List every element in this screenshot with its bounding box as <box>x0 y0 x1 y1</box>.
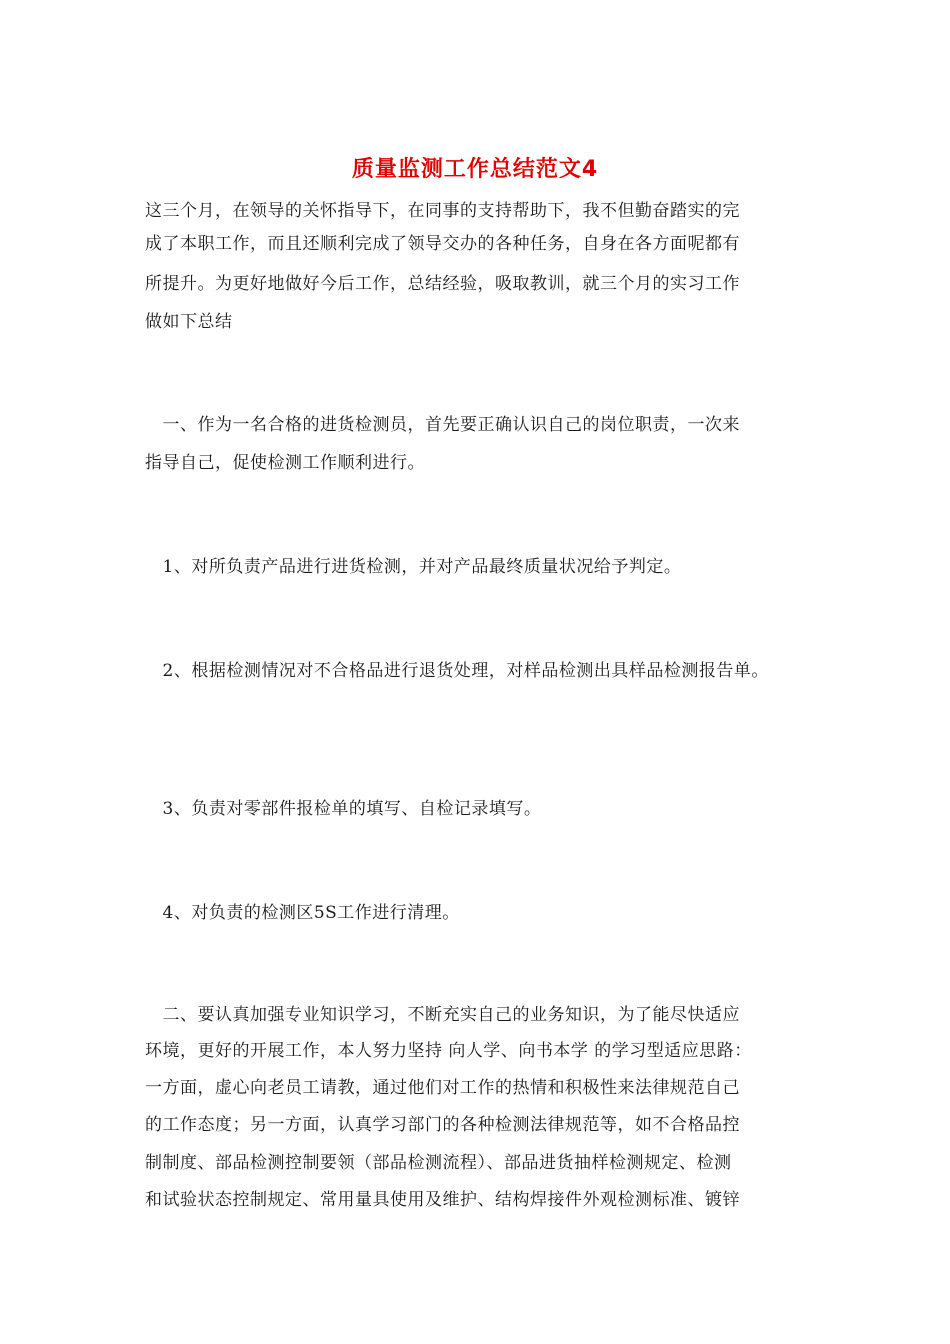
document-title: 质量监测工作总结范文4 <box>351 157 599 182</box>
section-two-line: 和试验状态控制规定、常用量具使用及维护、结构焊接件外观检测标准、镀锌 <box>145 1190 740 1210</box>
paragraph-intro-line: 这三个月，在领导的关怀指导下，在同事的支持帮助下，我不但勤奋踏实的完 <box>145 201 740 221</box>
section-two-line: 制制度、部品检测控制要领（部品检测流程）、部品进货抽样检测规定、检测 <box>145 1153 732 1173</box>
paragraph-intro-line: 做如下总结 <box>145 312 233 332</box>
section-two-line: 二、要认真加强专业知识学习，不断充实自己的业务知识，为了能尽快适应 <box>145 1005 740 1025</box>
paragraph-intro-line: 所提升。为更好地做好今后工作，总结经验，吸取教训，就三个月的实习工作 <box>145 274 740 294</box>
section-one-line: 一、作为一名合格的进货检测员，首先要正确认识自己的岗位职责，一次来 <box>145 415 740 435</box>
paragraph-intro-line: 成了本职工作，而且还顺利完成了领导交办的各种任务，自身在各方面呢都有 <box>145 234 740 254</box>
item-2: 2、根据检测情况对不合格品进行退货处理，对样品检测出具样品检测报告单。 <box>145 661 769 681</box>
section-one-line: 指导自己，促使检测工作顺利进行。 <box>145 453 425 473</box>
section-two-line: 的工作态度；另一方面，认真学习部门的各种检测法律规范等，如不合格品控 <box>145 1115 740 1135</box>
item-1: 1、对所负责产品进行进货检测，并对产品最终质量状况给予判定。 <box>145 557 682 577</box>
item-3: 3、负责对零部件报检单的填写、自检记录填写。 <box>145 799 542 819</box>
section-two-line: 环境，更好的开展工作，本人努力坚持 向人学、向书本学 的学习型适应思路： <box>145 1041 752 1061</box>
section-two-line: 一方面，虚心向老员工请教，通过他们对工作的热情和积极性来法律规范自己 <box>145 1078 740 1098</box>
item-4: 4、对负责的检测区5S工作进行清理。 <box>145 903 460 923</box>
